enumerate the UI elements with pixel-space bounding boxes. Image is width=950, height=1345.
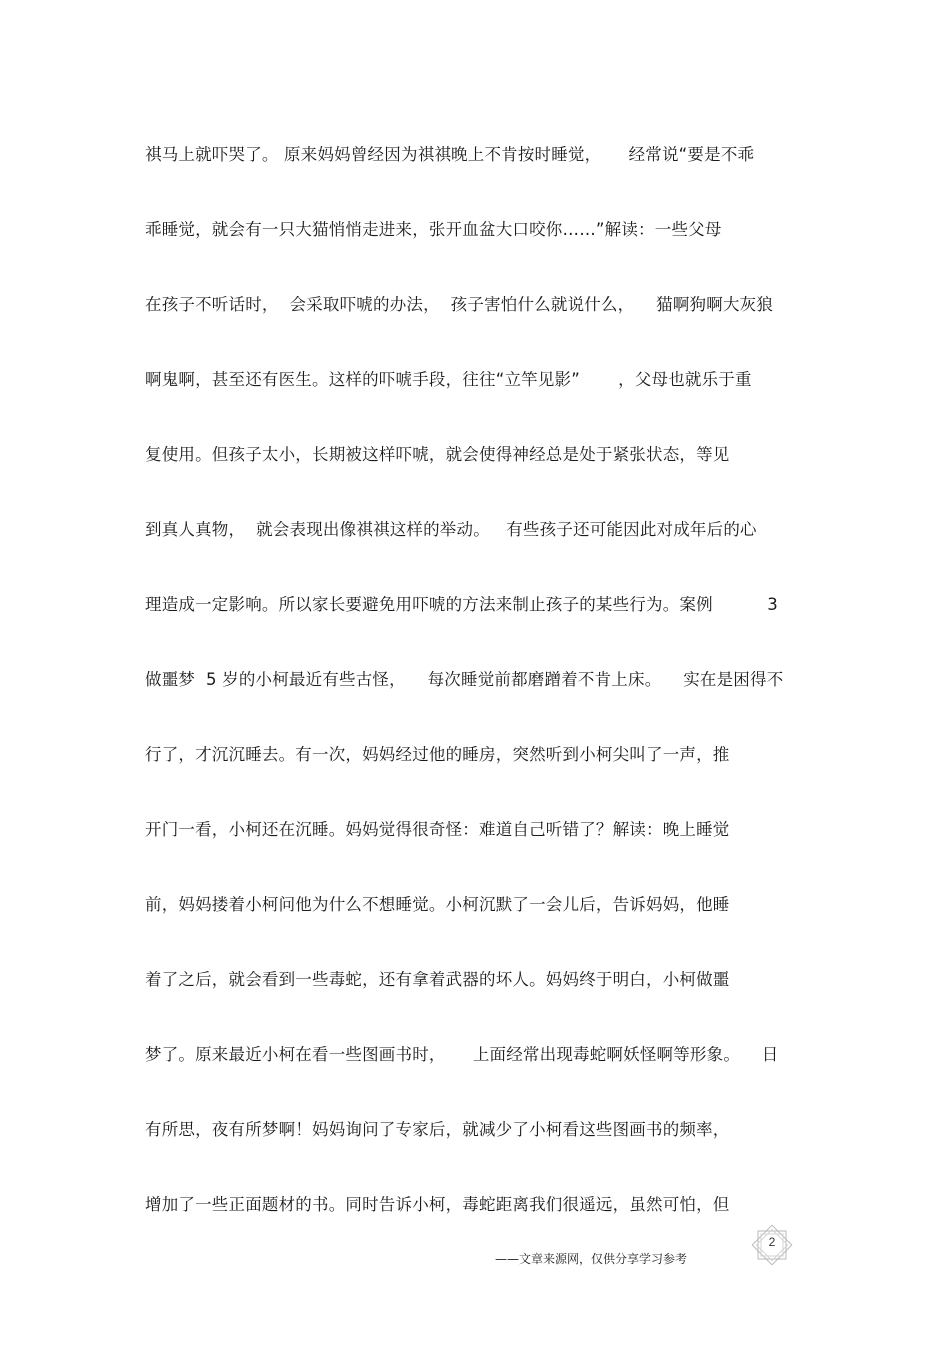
footer-source-note: ——文章来源网，仅供分享学习参考 <box>495 1252 688 1266</box>
text-line: 有所思，夜有所梦啊！妈妈询问了专家后，就减少了小柯看这些图画书的频率， <box>145 1120 730 1139</box>
text-line: 啊鬼啊，甚至还有医生。这样的吓唬手段，往往“立竿见影” ，父母也就乐于重 <box>145 370 752 389</box>
text-line: 乖睡觉，就会有一只大猫悄悄走进来，张开血盆大口咬你……”解读：一些父母 <box>145 220 722 239</box>
text-line: 复使用。但孩子太小，长期被这样吓唬，就会使得神经总是处于紧张状态，等见 <box>145 445 730 464</box>
page-number: 2 <box>768 1235 776 1249</box>
page-number-badge <box>749 1222 795 1268</box>
text-line: 到真人真物， 就会表现出像祺祺这样的举动。 有些孩子还可能因此对成年后的心 <box>145 520 757 539</box>
text-line: 前，妈妈搂着小柯问他为什么不想睡觉。小柯沉默了一会儿后，告诉妈妈，他睡 <box>145 895 730 914</box>
text-line: 开门一看，小柯还在沉睡。妈妈觉得很奇怪：难道自己听错了？解读：晚上睡觉 <box>145 820 730 839</box>
text-line: 行了，才沉沉睡去。有一次，妈妈经过他的睡房，突然听到小柯尖叫了一声，推 <box>145 745 730 764</box>
text-line: 祺马上就吓哭了。 原来妈妈曾经因为祺祺晚上不肯按时睡觉， 经常说“要是不乖 <box>145 145 755 164</box>
text-line: 在孩子不听话时， 会采取吓唬的办法， 孩子害怕什么就说什么， 猫啊狗啊大灰狼 <box>145 295 774 314</box>
text-line: 做噩梦 5 岁的小柯最近有些古怪， 每次睡觉前都磨蹭着不肯上床。 实在是困得不 <box>145 670 784 689</box>
text-line: 着了之后，就会看到一些毒蛇，还有拿着武器的坏人。妈妈终于明白，小柯做噩 <box>145 970 730 989</box>
text-line: 梦了。原来最近小柯在看一些图画书时， 上面经常出现毒蛇啊妖怪啊等形象。 日 <box>145 1045 779 1064</box>
text-line: 理造成一定影响。所以家长要避免用吓唬的方法来制止孩子的某些行为。案例 3 <box>145 595 778 614</box>
text-line: 增加了一些正面题材的书。同时告诉小柯，毒蛇距离我们很遥远，虽然可怕，但 <box>145 1195 730 1214</box>
body-text <box>145 141 810 1266</box>
